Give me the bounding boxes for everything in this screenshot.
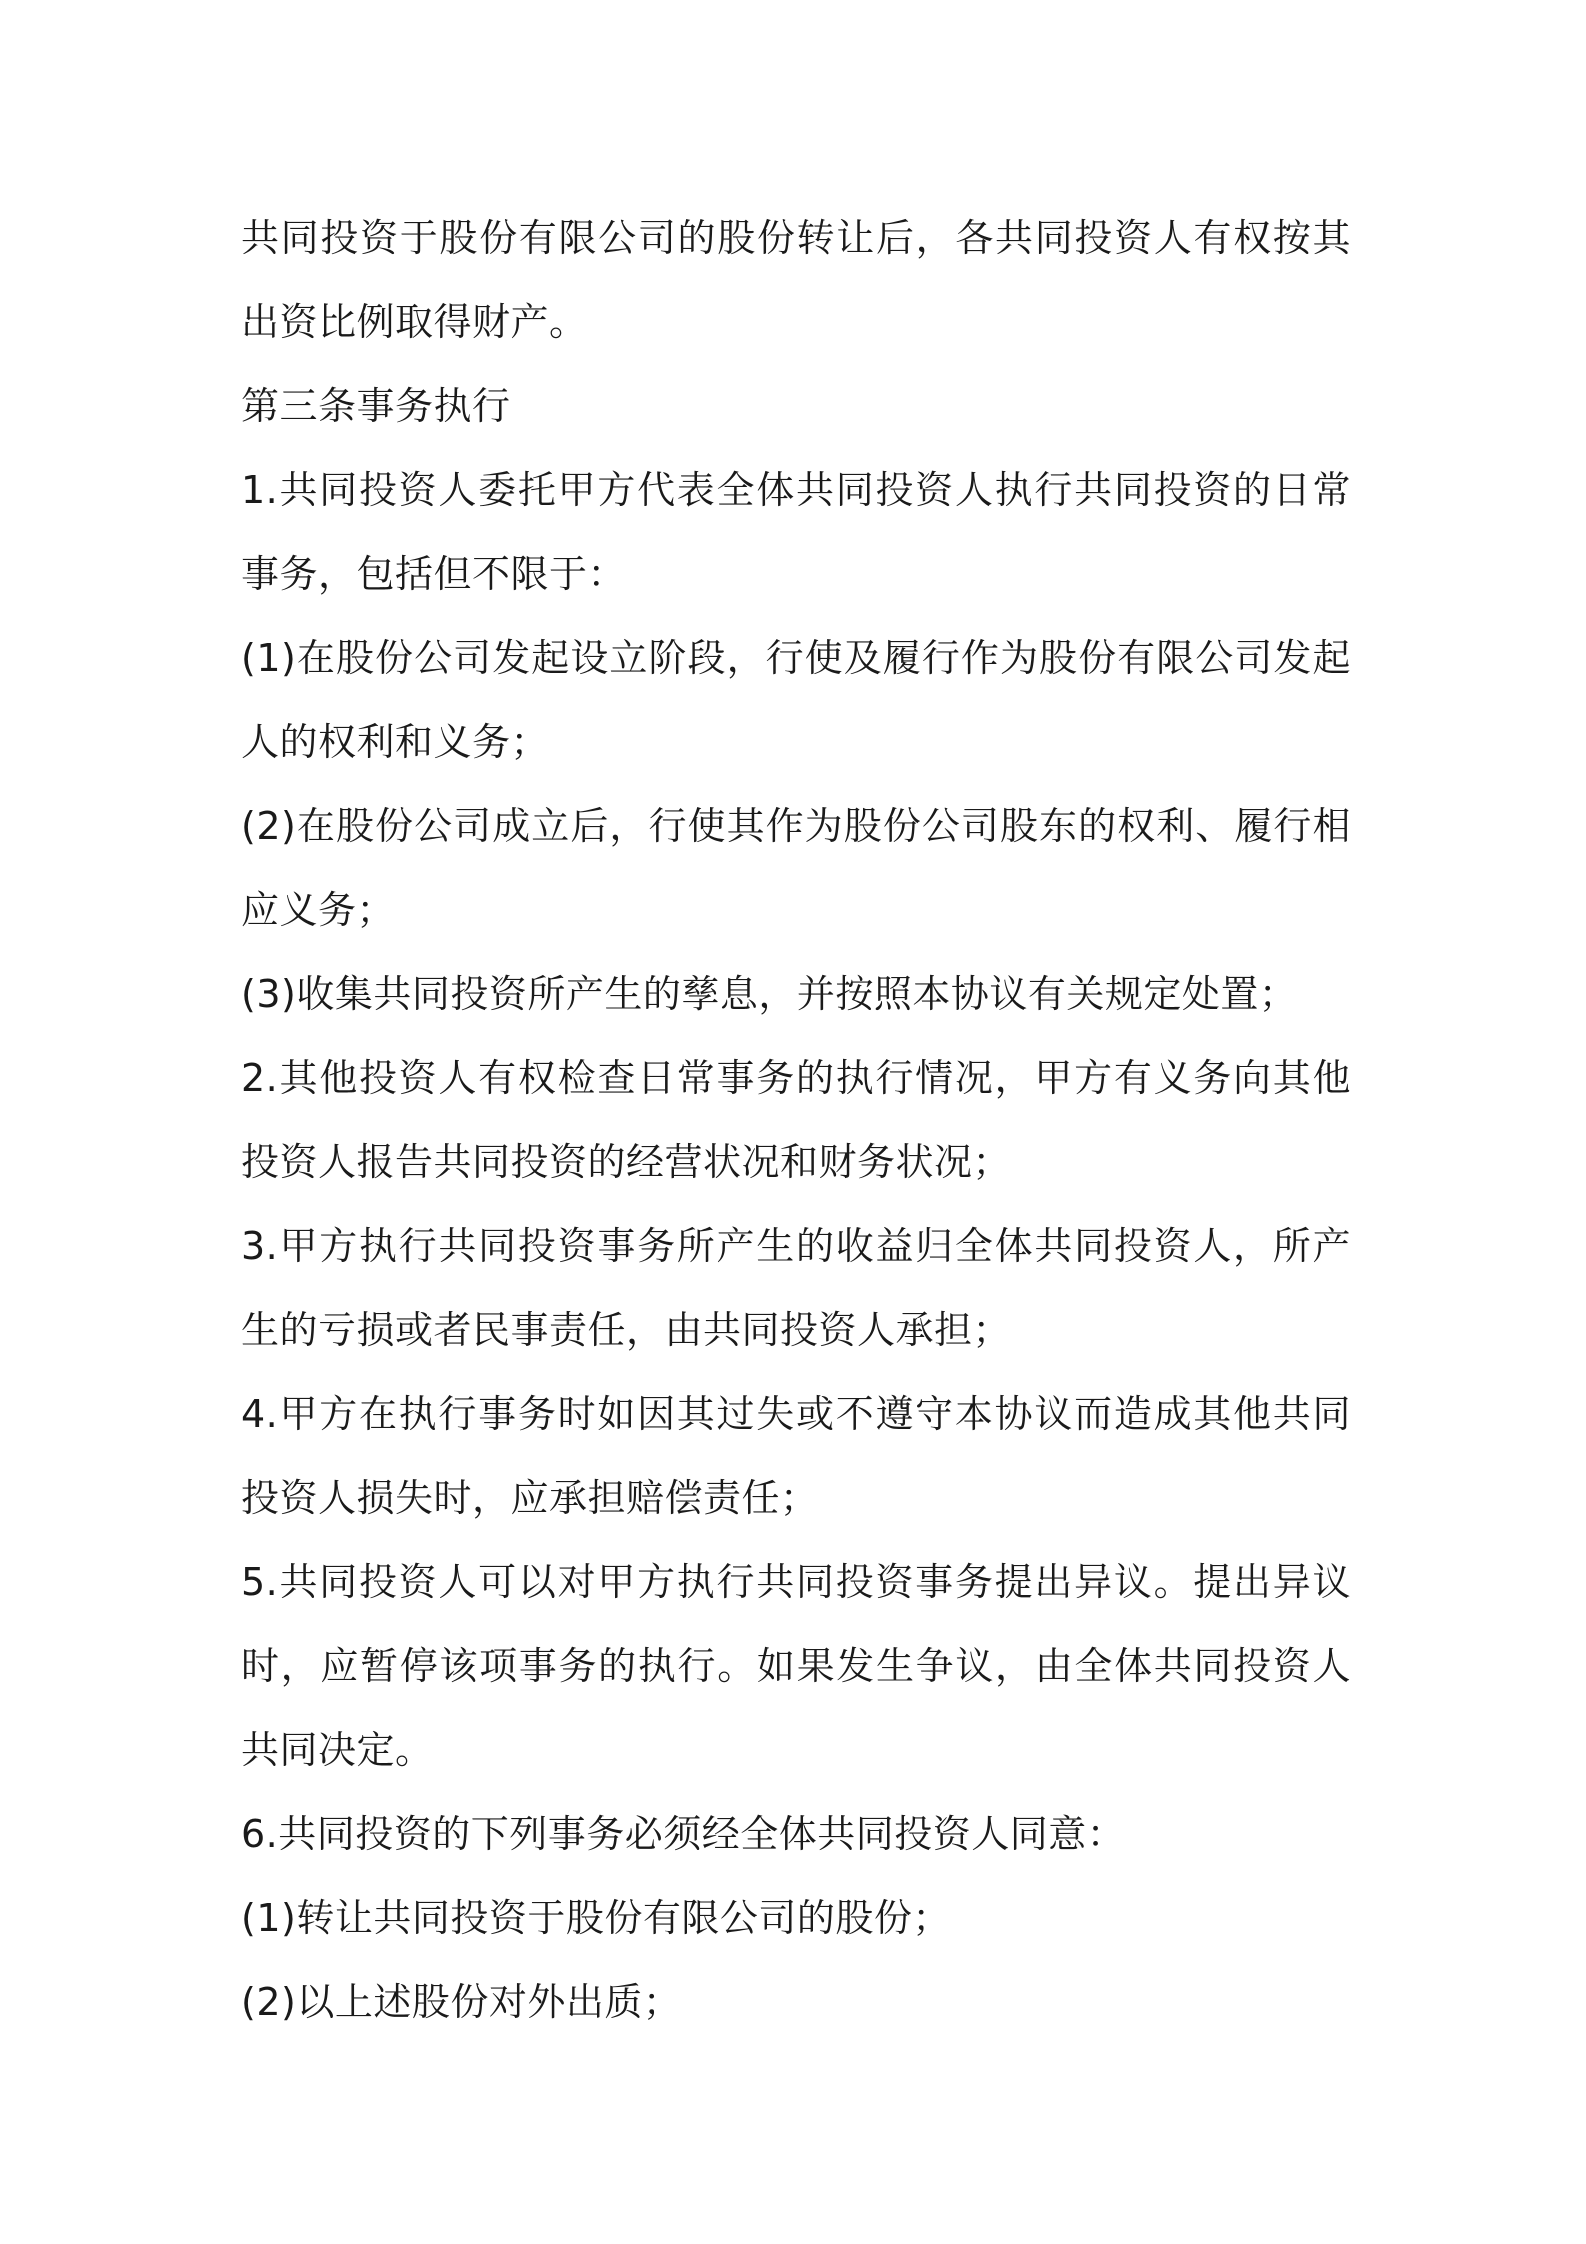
clause-6-item-1: (1)转让共同投资于股份有限公司的股份； [241, 1896, 951, 1940]
paragraph-property-distribution: 共同投资于股份有限公司的股份转让后，各共同投资人有权按其出资比例取得财产。 [241, 216, 1351, 344]
clause-3: 3.甲方执行共同投资事务所产生的收益归全体共同投资人，所产生的亏损或者民事责任，由共同投资人承担； [241, 1224, 1351, 1352]
clause-1-item-1: (1)在股份公司发起设立阶段，行使及履行作为股份有限公司发起人的权利和义务； [241, 636, 1351, 764]
clause-1: 1.共同投资人委托甲方代表全体共同投资人执行共同投资的日常事务，包括但不限于： [241, 468, 1351, 596]
clause-1-item-2: (2)在股份公司成立后，行使其作为股份公司股东的权利、履行相应义务； [241, 804, 1351, 932]
clause-6-item-2: (2)以上述股份对外出质； [241, 1980, 682, 2024]
clause-2: 2.其他投资人有权检查日常事务的执行情况，甲方有义务向其他投资人报告共同投资的经营状况和财务状况； [241, 1056, 1351, 1184]
document-body [241, 196, 1351, 2044]
clause-6: 6.共同投资的下列事务必须经全体共同投资人同意： [241, 1812, 1126, 1856]
clause-5: 5.共同投资人可以对甲方执行共同投资事务提出异议。提出异议时，应暂停该项事务的执行。如果发生争议，由全体共同投资人共同决定。 [241, 1560, 1351, 1772]
section-heading-article-3: 第三条事务执行 [241, 384, 511, 428]
clause-4: 4.甲方在执行事务时如因其过失或不遵守本协议而造成其他共同投资人损失时，应承担赔偿责任； [241, 1392, 1351, 1520]
clause-1-item-3: (3)收集共同投资所产生的孳息，并按照本协议有关规定处置； [241, 972, 1298, 1016]
